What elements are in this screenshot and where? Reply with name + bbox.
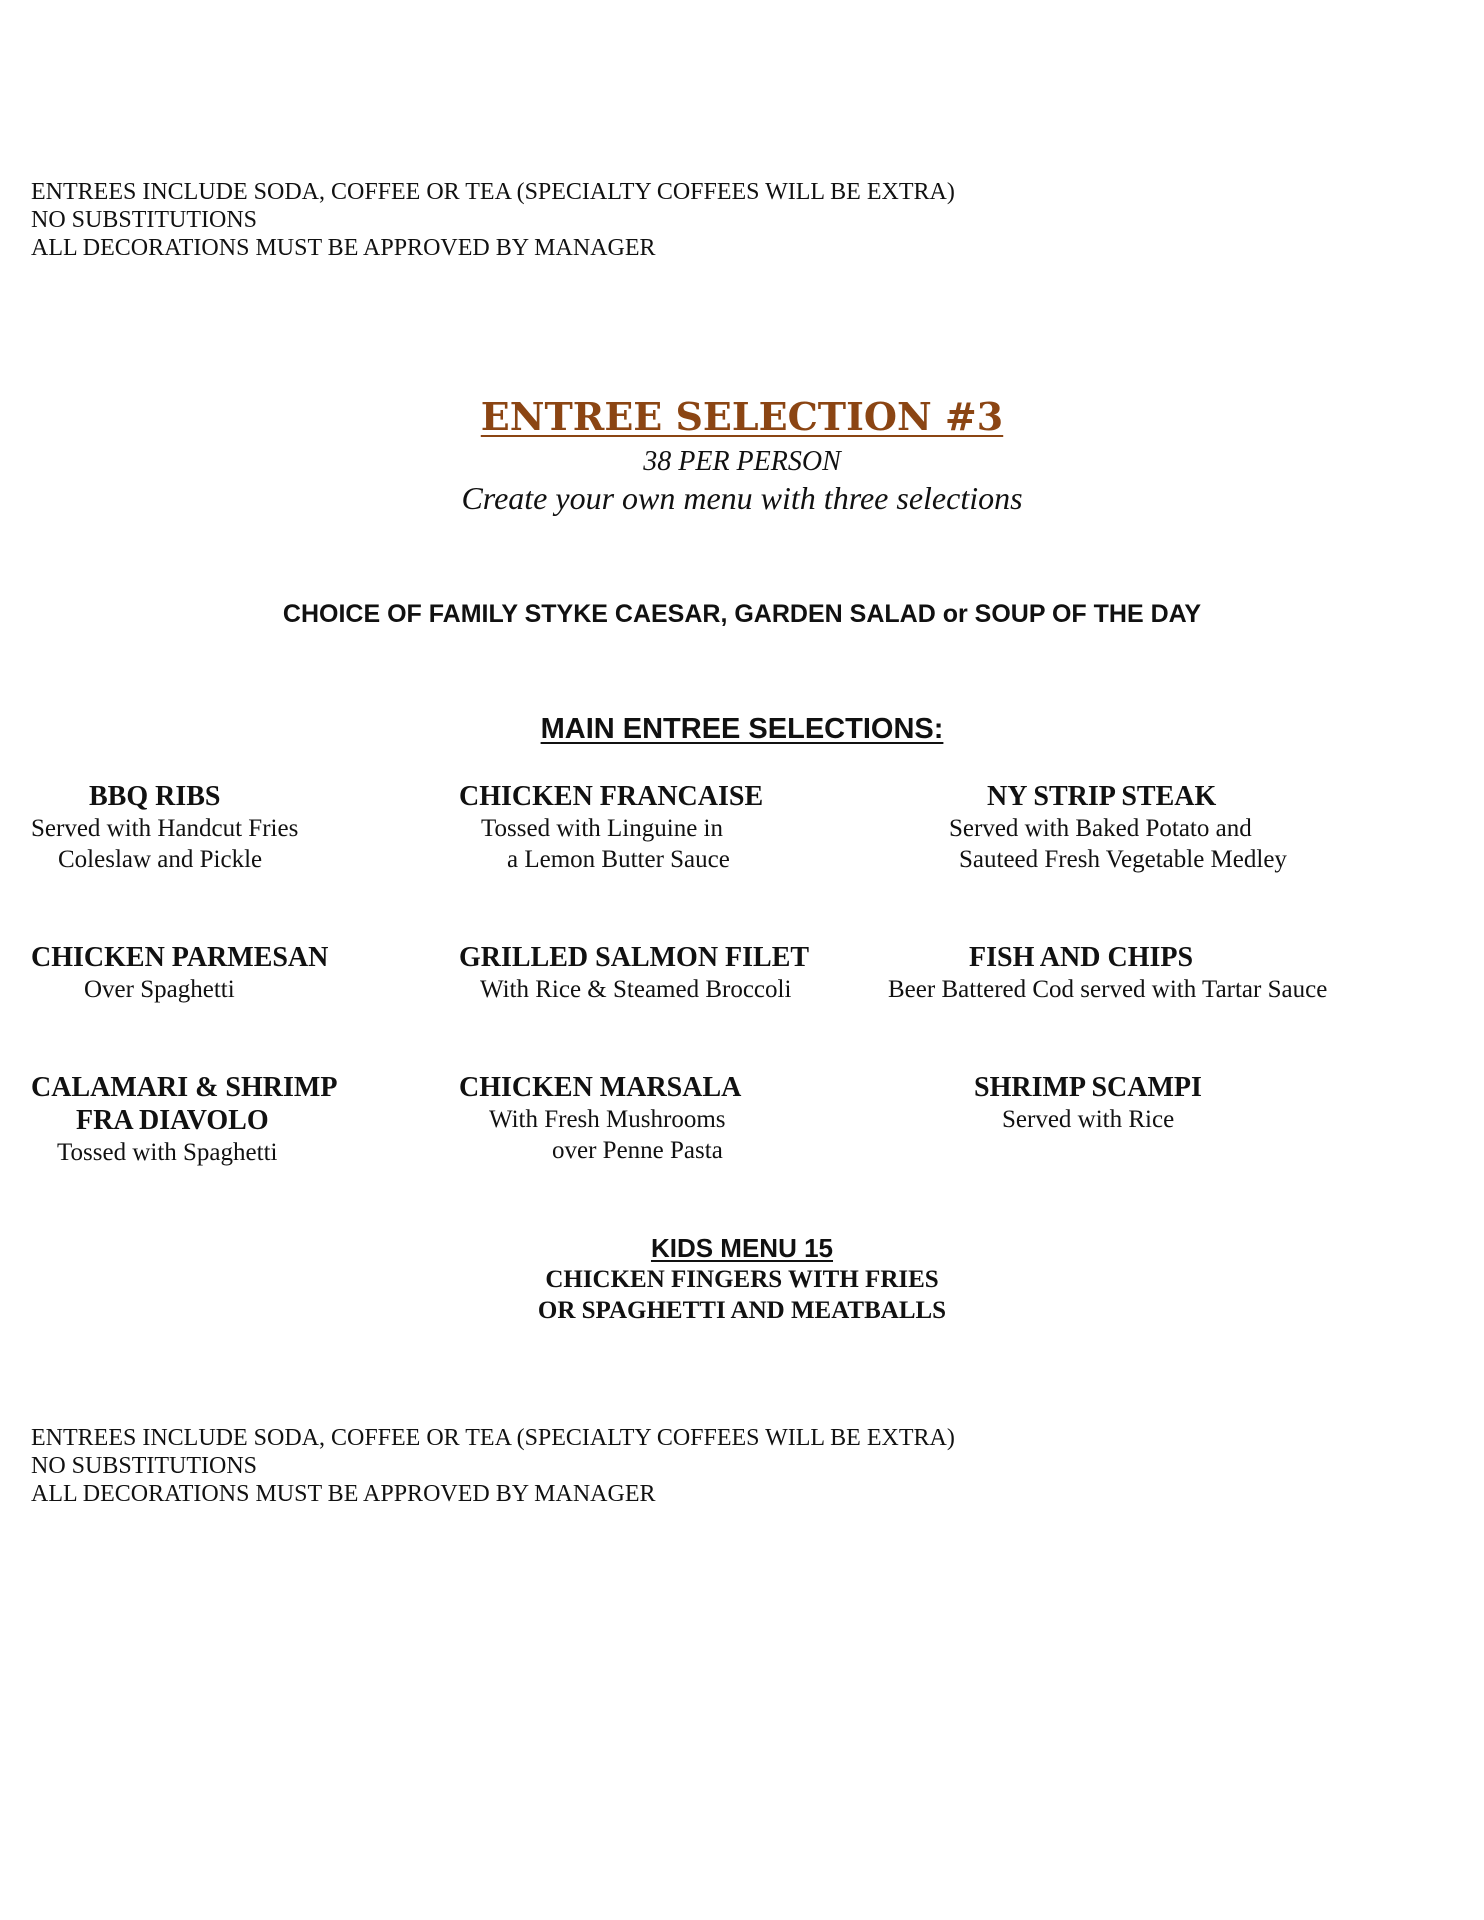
- dish-shrimp-scampi: [974, 1071, 1414, 1135]
- kids-menu-item: CHICKEN FINGERS WITH FRIES: [545, 1266, 939, 1293]
- note-line: ALL DECORATIONS MUST BE APPROVED BY MANAGER: [31, 1481, 656, 1507]
- starter-choice: CHOICE OF FAMILY STYKE CAESAR, GARDEN SALAD or SOUP OF THE DAY: [282, 600, 1202, 628]
- note-line: NO SUBSTITUTIONS: [31, 1453, 258, 1479]
- dish-grilled-salmon-filet: [459, 941, 899, 1005]
- note-line: NO SUBSTITUTIONS: [31, 207, 258, 233]
- dish-description: a Lemon Butter Sauce: [507, 846, 730, 873]
- kids-menu: [0, 1232, 1484, 1326]
- dish-description: Sauteed Fresh Vegetable Medley: [959, 846, 1287, 873]
- dish-description: over Penne Pasta: [552, 1137, 723, 1164]
- dish-description: Served with Rice: [1002, 1106, 1175, 1133]
- dish-name: CALAMARI & SHRIMP: [31, 1072, 338, 1103]
- main-entree-heading: MAIN ENTREE SELECTIONS:: [540, 713, 944, 745]
- dish-fish-and-chips: [888, 941, 1448, 1005]
- dish-description: Beer Battered Cod served with Tartar Sauce: [888, 976, 1328, 1003]
- menu-title: ENTREE SELECTION #3: [480, 394, 1004, 439]
- dish-ny-strip-steak: [949, 780, 1389, 875]
- dish-description: Tossed with Linguine in: [481, 815, 723, 842]
- dish-name: SHRIMP SCAMPI: [974, 1072, 1202, 1103]
- kids-menu-item: OR SPAGHETTI AND MEATBALLS: [537, 1297, 947, 1324]
- kids-menu-title: KIDS MENU 15: [650, 1233, 834, 1263]
- dish-chicken-francaise: [459, 780, 899, 875]
- note-line: ENTREES INCLUDE SODA, COFFEE OR TEA (SPECIALTY COFFEES WILL BE EXTRA): [31, 1425, 955, 1451]
- dish-description: With Fresh Mushrooms: [489, 1106, 726, 1133]
- menu-tagline: Create your own menu with three selections: [461, 480, 1023, 516]
- dish-name: FRA DIAVOLO: [76, 1105, 269, 1136]
- dish-description: Served with Baked Potato and: [949, 815, 1252, 842]
- price-per-person: 38 PER PERSON: [643, 446, 841, 477]
- dish-name: GRILLED SALMON FILET: [459, 942, 810, 973]
- top-notes: [31, 178, 1131, 262]
- dish-description: Coleslaw and Pickle: [58, 846, 263, 873]
- dish-description: Tossed with Spaghetti: [57, 1139, 278, 1166]
- dish-name: CHICKEN FRANCAISE: [459, 781, 764, 812]
- note-line: ENTREES INCLUDE SODA, COFFEE OR TEA (SPECIALTY COFFEES WILL BE EXTRA): [31, 179, 955, 205]
- dish-description: With Rice & Steamed Broccoli: [480, 976, 792, 1003]
- dish-calamari-shrimp: [31, 1071, 471, 1168]
- note-line: ALL DECORATIONS MUST BE APPROVED BY MANAGER: [31, 235, 656, 261]
- dish-name: CHICKEN MARSALA: [459, 1072, 742, 1103]
- dish-description: Served with Handcut Fries: [31, 815, 299, 842]
- dish-name: FISH AND CHIPS: [969, 942, 1194, 973]
- dish-chicken-marsala: [459, 1071, 899, 1166]
- dish-name: BBQ RIBS: [89, 781, 221, 812]
- dish-name: CHICKEN PARMESAN: [31, 942, 329, 973]
- dish-chicken-parmesan: [31, 941, 471, 1005]
- bottom-notes: [31, 1424, 1131, 1508]
- dish-description: Over Spaghetti: [84, 976, 235, 1003]
- dish-bbq-ribs: [31, 780, 471, 875]
- dish-name: NY STRIP STEAK: [987, 781, 1217, 812]
